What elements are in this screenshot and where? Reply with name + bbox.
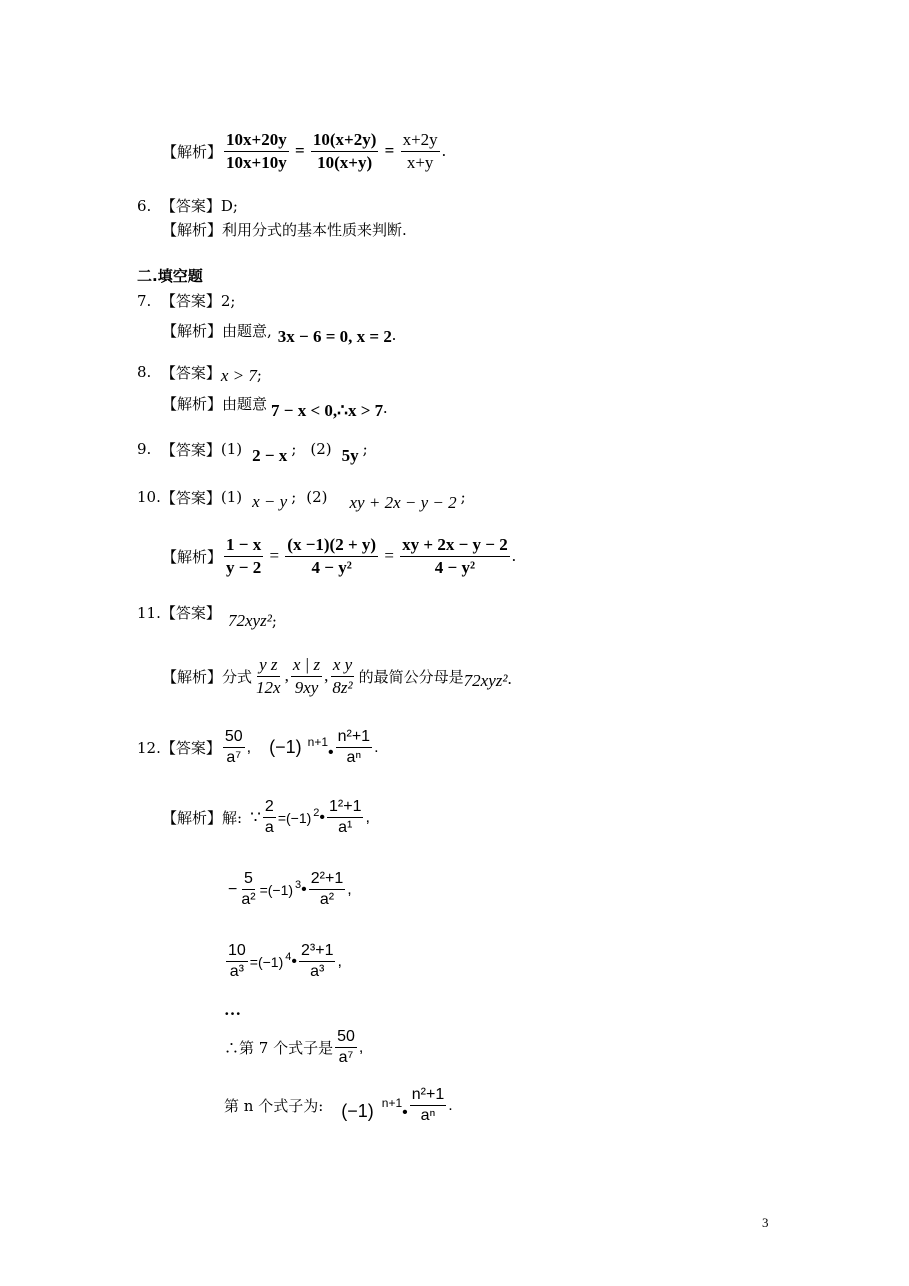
q11-analysis: 【解析】 分式 $\frac{\text{y z}}{12x}$ , $\frac{x | z}{9xy}$ , $\frac{\text{x y}}{\text{8z²}}$ 的最简公分母是 72xyz² . [162,655,512,697]
question-number: 7. [137,292,152,310]
q12-analysis-line-1: 【解析】 解: ∵ $\frac{2}{a}$ =(−1) 2 • $\frac{\text{1²+1}}{\text{a¹}}$ , [162,798,370,837]
q7-equation: 3x − 6 = 0, x = 2 [277,327,392,346]
q12-l1-fraction-2: $\frac{\text{1²+1}}{\text{a¹}}$ [329,798,362,837]
q5-fraction-3: $\frac{x+2y}{x+y}$ [402,130,438,172]
q12-l3-fraction: $\frac{10}{\text{a³}}$ [228,942,246,981]
q12-l3-fraction-2: $\frac{\text{2³+1}}{\text{a³}}$ [301,942,334,981]
answer-value: D; [220,197,238,215]
q10-answer-line: 10. 【答案】 (1) x − y ; (2) xy + 2x − y − 2 ; [137,488,466,512]
q7-answer-line: 7. 【答案】2; [137,292,236,310]
q10-value-1: x − y [252,492,288,511]
q10-analysis: 【解析】 $\frac{1 - x}{y - 2}$ = $\frac{(x -1)(2 + y)}{\text{4 − y²}}$ = $\frac{xy + 2x - y - 2}{\text{4 − y²}}$ . [162,535,516,577]
q12-l2-fraction: $\frac{5}{\text{a²}}$ [241,870,256,909]
question-number: 10. [137,488,161,506]
q5-fraction-1: $\frac{10x+20y}{10x+10y}$ [226,130,287,172]
q8-analysis-line: 【解析】 由题意 7 − x < 0,∴x > 7 . [162,394,388,420]
answer-value: x > 7 [220,366,257,385]
q12-answer-fraction-1: $\frac{50}{\text{a⁷}}$ [224,728,243,767]
q9-value-1: 2 − x [252,446,288,465]
q12-answer-fraction-2: $\frac{\text{n²+1}}{\text{aⁿ}}$ [337,728,371,767]
q12-l4-fraction: $\frac{50}{\text{a⁷}}$ [337,1028,355,1067]
question-number: 11. [137,603,161,622]
q5-analysis: 【解析】 $\frac{10x+20y}{10x+10y}$ = $\frac{10(x+2y)}{10(x+y)}$ = $\frac{x+2y}{x+y}$ . [162,130,446,172]
q11-fraction-2: $\frac{x | z}{9xy}$ [292,655,321,697]
analysis-label: 【解析】 [162,142,223,161]
q12-analysis-line-2: − $\frac{5}{\text{a²}}$ =(−1) 3 • $\frac{\text{2²+1}}{\text{a²}}$ , [228,870,352,909]
question-number: 6. [137,197,152,215]
q9-answer-line: 9. 【答案】 (1) 2 − x ; (2) 5y ; [137,440,368,465]
q8-answer-line: 8. 【答案】 x > 7 ; [137,363,262,385]
q12-l1-fraction: $\frac{2}{a}$ [264,798,274,837]
ellipsis: … [224,1000,241,1019]
q11-answer-value: 72xyz² ; [228,611,277,630]
q8-inequality: 7 − x < 0,∴x > 7 [271,401,384,420]
q11-fraction-1: $\frac{\text{y z}}{12x}$ [256,655,281,697]
q12-analysis-line-5: 第 n 个式子为: (−1) n+1 • $\frac{\text{n²+1}}{\text{aⁿ}}$ . [224,1086,453,1125]
question-number: 9. [137,440,152,458]
q12-analysis-line-3: $\frac{10}{\text{a³}}$ =(−1) 4 • $\frac{\text{2³+1}}{\text{a³}}$ , [228,942,342,981]
q12-answer-line: 12. 【答案】 $\frac{50}{\text{a⁷}}$ , (−1) n+1 • $\frac{\text{n²+1}}{\text{aⁿ}}$ . [137,728,379,767]
q6-analysis-line: 【解析】利用分式的基本性质来判断. [162,221,407,239]
q10-fraction-3: $\frac{xy + 2x - y - 2}{\text{4 − y²}}$ [402,535,508,577]
page-number: 3 [762,1215,769,1230]
q11-answer-line: 11. 【答案】 [137,603,221,622]
q10-fraction-1: $\frac{1 - x}{y - 2}$ [226,535,262,577]
q9-value-2: 5y [341,446,359,465]
question-number: 12. [137,738,161,757]
q12-l5-fraction: $\frac{\text{n²+1}}{\text{aⁿ}}$ [411,1086,445,1125]
answer-value: 2; [220,292,236,310]
q6-answer-line: 6. 【答案】D; [137,197,238,215]
q11-fraction-3: $\frac{\text{x y}}{\text{8z²}}$ [332,655,353,697]
q10-value-2: xy + 2x − y − 2 [349,493,457,512]
q5-fraction-2: $\frac{10(x+2y)}{10(x+y)}$ [312,130,377,172]
q12-analysis-line-4: ∴第 7 个式子是 $\frac{50}{\text{a⁷}}$ , [224,1028,364,1067]
question-number: 8. [137,363,152,381]
q7-analysis-line: 【解析】 由题意, 3x − 6 = 0, x = 2 . [162,321,397,346]
section-heading: 二.填空题 [137,267,203,285]
analysis-text: 利用分式的基本性质来判断. [222,221,407,239]
q10-fraction-2: $\frac{(x -1)(2 + y)}{\text{4 − y²}}$ [287,535,377,577]
q12-l2-fraction-2: $\frac{\text{2²+1}}{\text{a²}}$ [310,870,344,909]
